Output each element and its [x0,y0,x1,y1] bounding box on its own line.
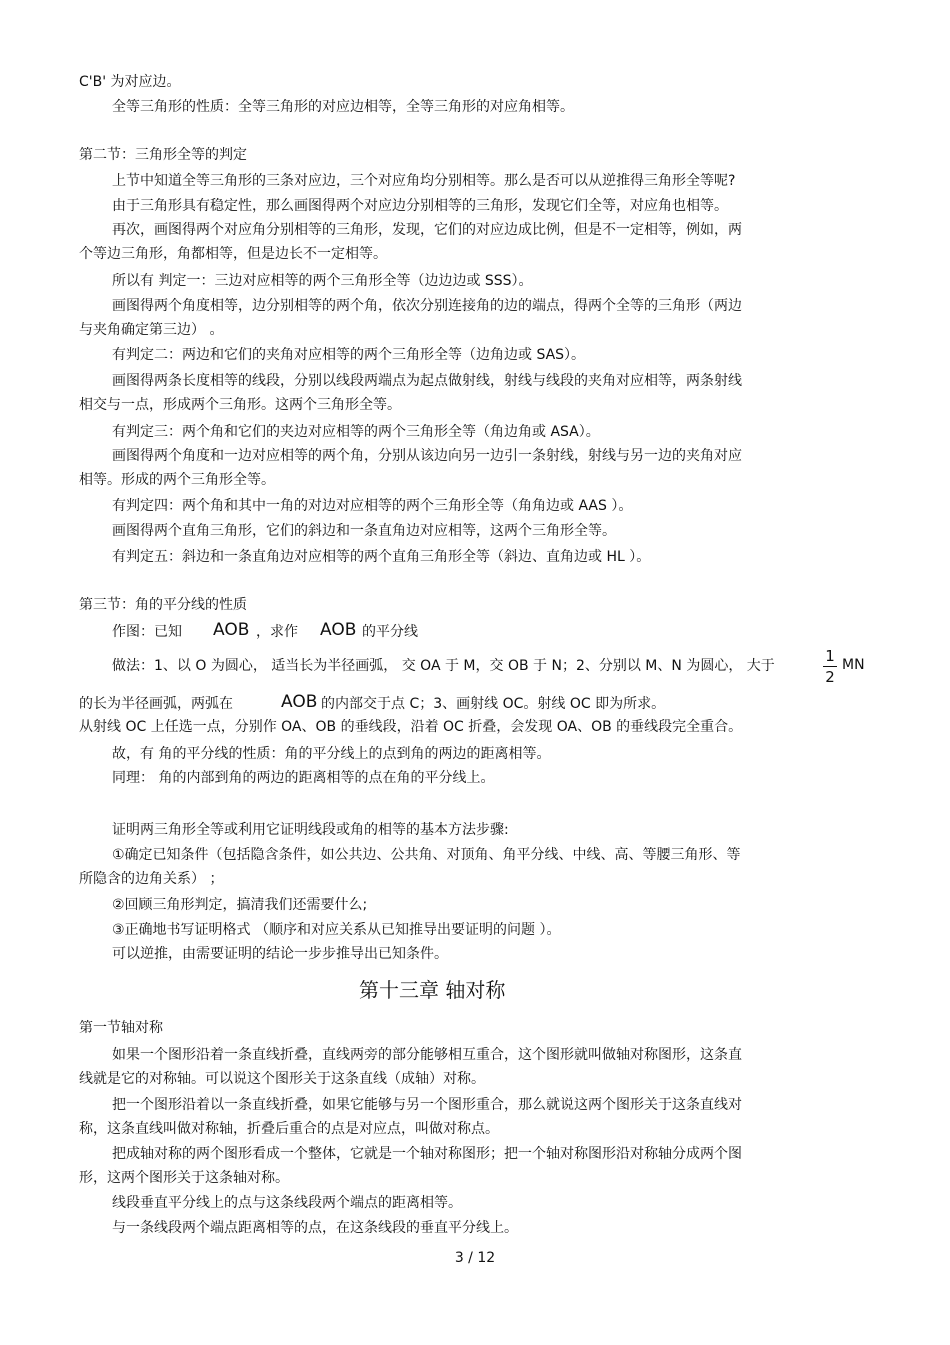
text-line: 画图得两条长度相等的线段，分别以线段两端点为起点做射线，射线与线段的夹角对应相等，两条射线 [112,373,742,389]
text-line: 如果一个图形沿着一条直线折叠，直线两旁的部分能够相互重合，这个图形就叫做轴对称图形，这条直 [112,1047,742,1063]
text-line: 故，有 角的平分线的性质：角的平分线上的点到角的两边的距离相等。 [112,746,551,762]
page-number: 3 / 12 [454,1250,496,1266]
text-line: 作图：已知 [112,624,182,640]
text-line: 把一个图形沿着以一条直线折叠，如果它能够与另一个图形重合，那么就说这两个图形关于这条直线对 [112,1097,742,1113]
text-line: 有判定三：两个角和它们的夹边对应相等的两个三角形全等（角边角或 ASA）。 [112,424,600,440]
text-line: 画图得两个角度和一边对应相等的两个角，分别从该边向另一边引一条射线，射线与另一边的夹角对应 [112,448,742,464]
math-segment-label: MN [842,657,865,673]
text-line: ②回顾三角形判定，搞清我们还需要什么; [112,897,368,913]
text-line: 全等三角形的性质：全等三角形的对应边相等，全等三角形的对应角相等。 [112,99,574,115]
math-angle-label: AOB [281,692,318,712]
fraction-numerator: 1 [825,647,835,665]
text-line: 形，这两个图形关于这条轴对称。 [79,1170,289,1186]
text-line: 从射线 OC 上任选一点，分别作 OA、OB 的垂线段，沿着 OC 折叠，会发现 OA、OB 的垂线段完全重合。 [79,719,743,735]
section-heading: 第一节轴对称 [79,1020,163,1036]
math-angle-label: AOB [320,620,357,640]
text-line: 相等。形成的两个三角形全等。 [79,472,275,488]
text-line: 有判定二：两边和它们的夹角对应相等的两个三角形全等（边角边或 SAS）。 [112,347,586,363]
text-line: 有判定四：两个角和其中一角的对边对应相等的两个三角形全等（角角边或 AAS ）。 [112,498,633,514]
text-line: 与一条线段两个端点距离相等的点，在这条线段的垂直平分线上。 [112,1220,518,1236]
text-line: ，求作 [256,624,298,640]
text-line: 线就是它的对称轴。可以说这个图形关于这条直线（成轴）对称。 [79,1071,485,1087]
fraction-one-half [822,646,838,687]
text-line: 同理： 角的内部到角的两边的距离相等的点在角的平分线上。 [112,770,495,786]
math-angle-label: AOB [213,620,250,640]
text-line: ①确定已知条件（包括隐含条件，如公共边、公共角、对顶角、角平分线、中线、高、等腰三角形、等 [112,847,741,863]
chapter-title: 第十三章 轴对称 [359,978,506,1002]
fraction-bar [823,666,837,667]
text-line: 画图得两个角度相等，边分别相等的两个角，依次分别连接角的边的端点，得两个全等的三角形（两边 [112,298,742,314]
section-heading: 第二节：三角形全等的判定 [79,147,247,163]
text-line: 所隐含的边角关系） ； [79,871,224,887]
fraction-denominator: 2 [825,668,835,686]
text-line: 画图得两个直角三角形，它们的斜边和一条直角边对应相等，这两个三角形全等。 [112,523,616,539]
text-line: 的长为半径画弧，两弧在 [79,696,233,712]
text-line: 证明两三角形全等或利用它证明线段或角的相等的基本方法步骤: [112,822,509,838]
text-line: 再次，画图得两个对应角分别相等的三角形，发现，它们的对应边成比例，但是不一定相等，例如，两 [112,222,742,238]
text-line: 称，这条直线叫做对称轴，折叠后重合的点是对应点，叫做对称点。 [79,1121,499,1137]
section-heading: 第三节：角的平分线的性质 [79,597,247,613]
text-line: 可以逆推，由需要证明的结论一步步推导出已知条件。 [112,946,448,962]
text-line: 有判定五：斜边和一条直角边对应相等的两个直角三角形全等（斜边、直角边或 HL ）。 [112,549,651,565]
text-line: 的平分线 [362,624,418,640]
text-line: 把成轴对称的两个图形看成一个整体，它就是一个轴对称图形；把一个轴对称图形沿对称轴分成两个图 [112,1146,742,1162]
text-line: 所以有 判定一：三边对应相等的两个三角形全等（边边边或 SSS）。 [112,273,533,289]
text-line: 线段垂直平分线上的点与这条线段两个端点的距离相等。 [112,1195,462,1211]
text-line: 与夹角确定第三边） 。 [79,322,224,338]
text-line: C'B' 为对应边。 [79,74,181,90]
text-line: 做法：1、以 O 为圆心， 适当长为半径画弧， 交 OA 于 M，交 OB 于 N；2、分别以 M、N 为圆心， 大于 [112,658,775,674]
text-line: 的内部交于点 C；3、画射线 OC。射线 OC 即为所求。 [321,696,666,712]
text-line: ③正确地书写证明格式 （顺序和对应关系从已知推导出要证明的问题 ）。 [112,922,561,938]
text-line: 由于三角形具有稳定性，那么画图得两个对应边分别相等的三角形，发现它们全等，对应角也相等。 [112,198,728,214]
text-line: 上节中知道全等三角形的三条对应边，三个对应角均分别相等。那么是否可以从逆推得三角形全等呢? [112,173,736,189]
text-line: 相交与一点，形成两个三角形。这两个三角形全等。 [79,397,401,413]
text-line: 个等边三角形，角都相等，但是边长不一定相等。 [79,246,387,262]
